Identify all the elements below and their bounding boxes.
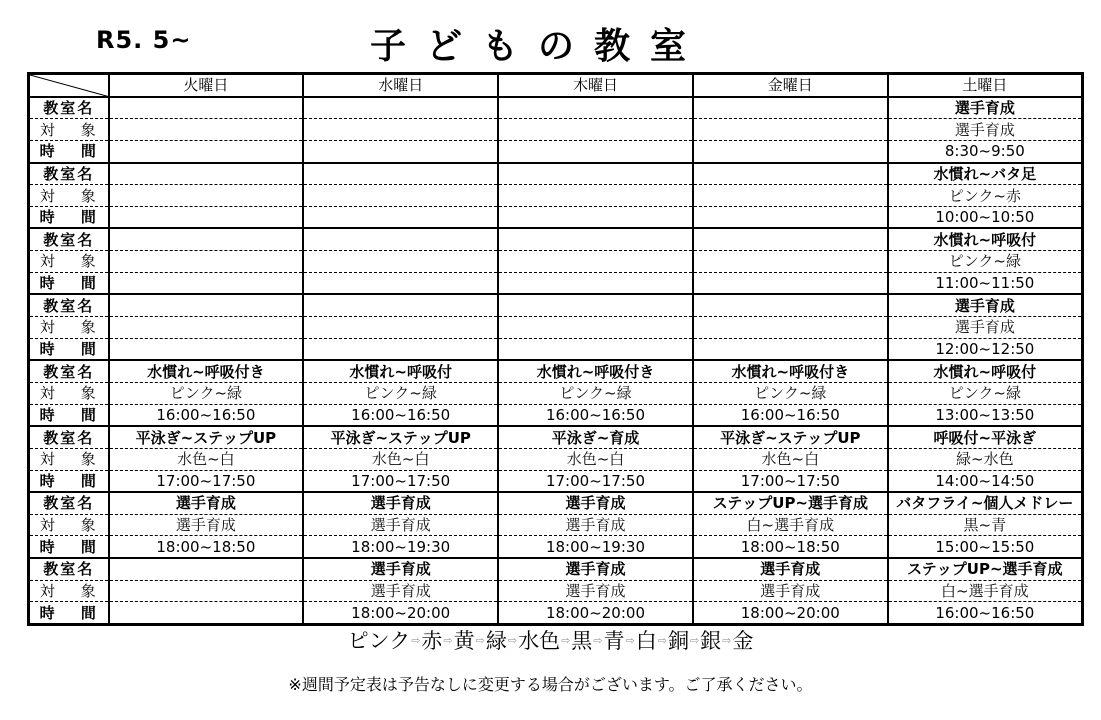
cell-friday-time <box>693 272 888 294</box>
cell-saturday-target: 白~選手育成 <box>888 580 1083 602</box>
level-item: 青 <box>603 629 625 653</box>
cell-friday-target <box>693 185 888 207</box>
row-label-target: 対 象 <box>29 317 109 339</box>
row-label-time: 時 間 <box>29 536 109 558</box>
cell-friday-class-name: 選手育成 <box>693 558 888 580</box>
cell-thursday-time: 17:00~17:50 <box>498 470 693 492</box>
cell-saturday-class-name: 選手育成 <box>888 294 1083 316</box>
cell-thursday-class-name: 水慣れ~呼吸付き <box>498 360 693 382</box>
row-label-time: 時 間 <box>29 470 109 492</box>
cell-friday-target <box>693 251 888 273</box>
cell-saturday-time: 10:00~10:50 <box>888 206 1083 228</box>
level-item: 黒 <box>571 629 593 653</box>
cell-tuesday-time <box>109 206 304 228</box>
cell-thursday-time <box>498 338 693 360</box>
cell-friday-class-name <box>693 228 888 250</box>
schedule-row-target <box>29 448 1083 470</box>
row-label-target: 対 象 <box>29 382 109 404</box>
schedule-row-class-name <box>29 426 1083 448</box>
cell-friday-time: 18:00~18:50 <box>693 536 888 558</box>
schedule-row-time <box>29 536 1083 558</box>
schedule-row-class-name <box>29 294 1083 316</box>
schedule-row-time <box>29 272 1083 294</box>
column-header-tuesday: 火曜日 <box>109 74 304 97</box>
arrow-right-icon: ⇨ <box>507 633 518 647</box>
level-item: 銀 <box>700 629 722 653</box>
row-label-target: 対 象 <box>29 580 109 602</box>
start-date: R5. 5~ <box>96 26 192 54</box>
cell-thursday-target: ピンク~緑 <box>498 382 693 404</box>
schedule-row-target <box>29 317 1083 339</box>
cell-wednesday-time: 16:00~16:50 <box>303 404 498 426</box>
cell-tuesday-class-name <box>109 558 304 580</box>
cell-tuesday-target <box>109 580 304 602</box>
cell-tuesday-time <box>109 140 304 162</box>
schedule-row-class-name <box>29 492 1083 514</box>
schedule-row-target <box>29 514 1083 536</box>
cell-wednesday-time <box>303 338 498 360</box>
cell-wednesday-class-name: 選手育成 <box>303 492 498 514</box>
disclaimer-note: ※週間予定表は予告なしに変更する場合がございます。ご了承ください。 <box>288 675 813 694</box>
cell-saturday-target: ピンク~緑 <box>888 382 1083 404</box>
cell-thursday-class-name <box>498 163 693 185</box>
schedule-row-time <box>29 338 1083 360</box>
schedule-row-class-name <box>29 163 1083 185</box>
cell-tuesday-class-name: 選手育成 <box>109 492 304 514</box>
cell-wednesday-target: ピンク~緑 <box>303 382 498 404</box>
cell-wednesday-class-name <box>303 163 498 185</box>
cell-tuesday-class-name <box>109 97 304 119</box>
cell-friday-class-name: ステップUP~選手育成 <box>693 492 888 514</box>
cell-tuesday-time <box>109 338 304 360</box>
cell-wednesday-class-name: 選手育成 <box>303 558 498 580</box>
cell-saturday-time: 16:00~16:50 <box>888 602 1083 625</box>
schedule-row-target <box>29 580 1083 602</box>
cell-thursday-class-name: 選手育成 <box>498 492 693 514</box>
level-item: 黄 <box>453 629 475 653</box>
cell-thursday-class-name <box>498 228 693 250</box>
schedule-row-target <box>29 185 1083 207</box>
cell-saturday-class-name: バタフライ~個人メドレー <box>888 492 1083 514</box>
cell-wednesday-class-name <box>303 294 498 316</box>
cell-tuesday-target <box>109 185 304 207</box>
cell-tuesday-time: 17:00~17:50 <box>109 470 304 492</box>
cell-saturday-target: 選手育成 <box>888 119 1083 141</box>
cell-thursday-time <box>498 206 693 228</box>
schedule-row-target <box>29 251 1083 273</box>
row-label-target: 対 象 <box>29 514 109 536</box>
arrow-right-icon: ⇨ <box>561 633 571 647</box>
cell-friday-class-name <box>693 163 888 185</box>
page-title: 子どもの教室 <box>370 26 707 67</box>
column-header-friday: 金曜日 <box>693 74 888 97</box>
level-item: 赤 <box>421 629 443 653</box>
row-label-target: 対 象 <box>29 185 109 207</box>
arrow-right-icon: ⇨ <box>689 633 700 647</box>
cell-tuesday-target <box>109 251 304 273</box>
row-label-class-name: 教室名 <box>29 163 109 185</box>
cell-saturday-target: ピンク~緑 <box>888 251 1083 273</box>
arrow-right-icon: ⇨ <box>411 633 421 647</box>
cell-thursday-target <box>498 185 693 207</box>
cell-friday-target: ピンク~緑 <box>693 382 888 404</box>
cell-thursday-class-name: 平泳ぎ~育成 <box>498 426 693 448</box>
cell-saturday-target: 黒~青 <box>888 514 1083 536</box>
schedule-row-time <box>29 470 1083 492</box>
cell-friday-class-name: 平泳ぎ~ステップUP <box>693 426 888 448</box>
cell-wednesday-class-name: 水慣れ~呼吸付 <box>303 360 498 382</box>
cell-friday-time <box>693 338 888 360</box>
cell-friday-target: 白~選手育成 <box>693 514 888 536</box>
cell-thursday-class-name <box>498 97 693 119</box>
cell-tuesday-target: 水色~白 <box>109 448 304 470</box>
level-item: 緑 <box>485 629 507 653</box>
cell-wednesday-time: 17:00~17:50 <box>303 470 498 492</box>
cell-friday-class-name <box>693 97 888 119</box>
header-row <box>29 74 1083 97</box>
cell-saturday-time: 12:00~12:50 <box>888 338 1083 360</box>
schedule-row-time <box>29 404 1083 426</box>
cell-friday-time: 17:00~17:50 <box>693 470 888 492</box>
cell-wednesday-target: 選手育成 <box>303 580 498 602</box>
cell-wednesday-target: 選手育成 <box>303 514 498 536</box>
schedule-body <box>29 97 1083 625</box>
cell-tuesday-time <box>109 602 304 625</box>
row-label-class-name: 教室名 <box>29 558 109 580</box>
cell-tuesday-target: ピンク~緑 <box>109 382 304 404</box>
cell-friday-time: 16:00~16:50 <box>693 404 888 426</box>
cell-friday-class-name: 水慣れ~呼吸付き <box>693 360 888 382</box>
cell-saturday-time: 8:30~9:50 <box>888 140 1083 162</box>
schedule-row-time <box>29 206 1083 228</box>
cell-tuesday-class-name: 平泳ぎ~ステップUP <box>109 426 304 448</box>
level-item: 水色 <box>518 629 561 653</box>
schedule-row-class-name <box>29 360 1083 382</box>
cell-saturday-target: 選手育成 <box>888 317 1083 339</box>
column-header-thursday: 木曜日 <box>498 74 693 97</box>
row-label-target: 対 象 <box>29 119 109 141</box>
cell-saturday-class-name: 選手育成 <box>888 97 1083 119</box>
cell-thursday-time <box>498 272 693 294</box>
row-label-class-name: 教室名 <box>29 360 109 382</box>
cell-tuesday-class-name <box>109 163 304 185</box>
cell-wednesday-time <box>303 206 498 228</box>
row-label-time: 時 間 <box>29 206 109 228</box>
cell-saturday-class-name: 水慣れ~バタ足 <box>888 163 1083 185</box>
schedule-row-target <box>29 119 1083 141</box>
cell-saturday-class-name: 呼吸付~平泳ぎ <box>888 426 1083 448</box>
arrow-right-icon: ⇨ <box>722 633 732 647</box>
cell-tuesday-time: 16:00~16:50 <box>109 404 304 426</box>
cell-thursday-class-name: 選手育成 <box>498 558 693 580</box>
arrow-right-icon: ⇨ <box>475 633 485 647</box>
cell-saturday-class-name: ステップUP~選手育成 <box>888 558 1083 580</box>
row-label-class-name: 教室名 <box>29 426 109 448</box>
cell-thursday-time: 18:00~20:00 <box>498 602 693 625</box>
schedule-row-class-name <box>29 558 1083 580</box>
cell-friday-target: 水色~白 <box>693 448 888 470</box>
schedule-row-class-name <box>29 97 1083 119</box>
cell-friday-class-name <box>693 294 888 316</box>
cell-saturday-time: 11:00~11:50 <box>888 272 1083 294</box>
cell-thursday-time: 16:00~16:50 <box>498 404 693 426</box>
cell-tuesday-class-name <box>109 228 304 250</box>
cell-tuesday-target <box>109 119 304 141</box>
cell-thursday-target <box>498 251 693 273</box>
cell-thursday-class-name <box>498 294 693 316</box>
level-item: ピンク <box>347 629 411 653</box>
row-label-class-name: 教室名 <box>29 294 109 316</box>
row-label-time: 時 間 <box>29 404 109 426</box>
cell-friday-target <box>693 119 888 141</box>
cell-friday-time <box>693 140 888 162</box>
cell-saturday-time: 14:00~14:50 <box>888 470 1083 492</box>
cell-friday-time <box>693 206 888 228</box>
arrow-right-icon: ⇨ <box>625 633 635 647</box>
cell-thursday-time: 18:00~19:30 <box>498 536 693 558</box>
cell-wednesday-target <box>303 185 498 207</box>
cell-wednesday-class-name <box>303 97 498 119</box>
cell-friday-target: 選手育成 <box>693 580 888 602</box>
row-label-target: 対 象 <box>29 448 109 470</box>
cell-tuesday-target <box>109 317 304 339</box>
cell-wednesday-time <box>303 140 498 162</box>
corner-cell <box>29 74 109 97</box>
schedule-row-target <box>29 382 1083 404</box>
arrow-right-icon: ⇨ <box>593 633 603 647</box>
schedule-row-class-name <box>29 228 1083 250</box>
level-progression <box>0 625 1101 655</box>
level-item: 銅 <box>667 629 689 653</box>
cell-thursday-target: 選手育成 <box>498 514 693 536</box>
cell-thursday-target <box>498 119 693 141</box>
row-label-time: 時 間 <box>29 272 109 294</box>
cell-wednesday-target <box>303 317 498 339</box>
cell-tuesday-class-name: 水慣れ~呼吸付き <box>109 360 304 382</box>
cell-tuesday-time <box>109 272 304 294</box>
cell-tuesday-time: 18:00~18:50 <box>109 536 304 558</box>
cell-wednesday-time <box>303 272 498 294</box>
row-label-class-name: 教室名 <box>29 228 109 250</box>
cell-saturday-target: 緑~水色 <box>888 448 1083 470</box>
row-label-time: 時 間 <box>29 140 109 162</box>
cell-saturday-target: ピンク~赤 <box>888 185 1083 207</box>
row-label-time: 時 間 <box>29 338 109 360</box>
row-label-time: 時 間 <box>29 602 109 625</box>
schedule-row-time <box>29 602 1083 625</box>
cell-wednesday-target: 水色~白 <box>303 448 498 470</box>
cell-tuesday-target: 選手育成 <box>109 514 304 536</box>
cell-friday-target <box>693 317 888 339</box>
cell-thursday-target: 選手育成 <box>498 580 693 602</box>
schedule-table <box>27 72 1084 626</box>
diagonal-line-icon <box>30 75 109 97</box>
arrow-right-icon: ⇨ <box>443 633 453 647</box>
cell-wednesday-target <box>303 119 498 141</box>
row-label-class-name: 教室名 <box>29 492 109 514</box>
cell-wednesday-class-name: 平泳ぎ~ステップUP <box>303 426 498 448</box>
cell-wednesday-time: 18:00~19:30 <box>303 536 498 558</box>
cell-thursday-time <box>498 140 693 162</box>
cell-wednesday-class-name <box>303 228 498 250</box>
cell-thursday-target <box>498 317 693 339</box>
level-item: 白 <box>635 629 657 653</box>
level-item: 金 <box>732 629 754 653</box>
cell-tuesday-class-name <box>109 294 304 316</box>
cell-thursday-target: 水色~白 <box>498 448 693 470</box>
row-label-target: 対 象 <box>29 251 109 273</box>
column-header-wednesday: 水曜日 <box>303 74 498 97</box>
cell-saturday-class-name: 水慣れ~呼吸付 <box>888 228 1083 250</box>
cell-wednesday-time: 18:00~20:00 <box>303 602 498 625</box>
cell-saturday-class-name: 水慣れ~呼吸付 <box>888 360 1083 382</box>
cell-saturday-time: 13:00~13:50 <box>888 404 1083 426</box>
cell-saturday-time: 15:00~15:50 <box>888 536 1083 558</box>
cell-wednesday-target <box>303 251 498 273</box>
row-label-class-name: 教室名 <box>29 97 109 119</box>
cell-friday-time: 18:00~20:00 <box>693 602 888 625</box>
arrow-right-icon: ⇨ <box>657 633 667 647</box>
column-header-saturday: 土曜日 <box>888 74 1083 97</box>
schedule-row-time <box>29 140 1083 162</box>
